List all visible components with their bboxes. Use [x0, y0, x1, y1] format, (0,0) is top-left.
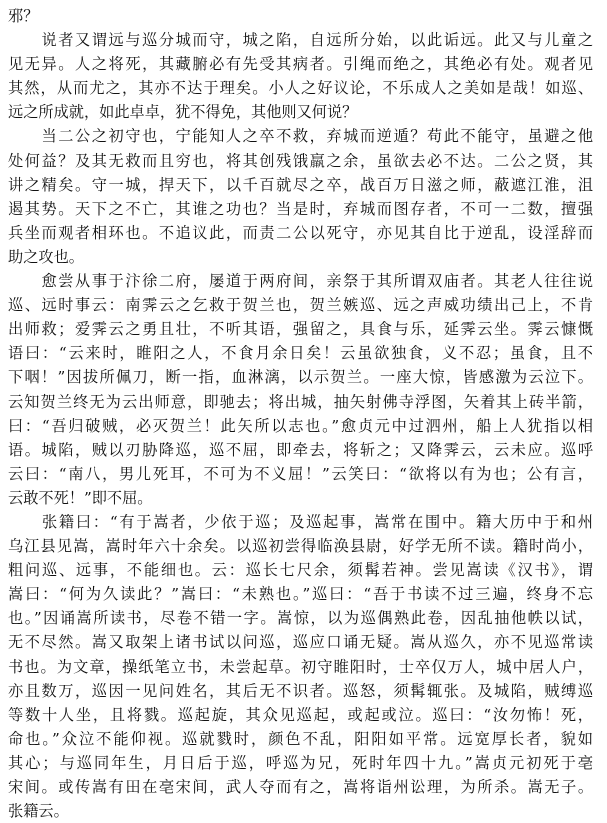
text-line: 亦且数万，巡因一见问姓名，其后无不识者。巡怒，须髯辄张。及城陷，贼缚巡: [8, 681, 593, 700]
text-line: 邪？: [8, 7, 39, 25]
text-line: 乌江县见嵩，嵩时年六十余矣。以巡初尝得临涣县尉，好学无所不读。籍时尚小，: [8, 537, 593, 556]
text-line: 云知贺兰终无为云出师意，即驰去；将出城，抽矢射佛寺浮图，矢着其上砖半箭，: [8, 392, 593, 411]
text-line: 其心；与巡同年生，月日后于巡，呼巡为兄，死时年四十九。”嵩贞元初死于亳: [8, 753, 593, 772]
text-line: 其然，从而尤之，其亦不达于理矣。小人之好议论，不乐成人之美如是哉！如巡、: [8, 79, 593, 98]
text-line: 出师救；爱霁云之勇且壮，不听其语，强留之，具食与乐，延霁云坐。霁云慷慨: [8, 320, 593, 339]
text-line: 讲之精矣。守一城，捍天下，以千百就尽之卒，战百万日滋之师，蔽遮江淮，沮: [8, 175, 593, 194]
text-line: 下咽！”因拔所佩刀，断一指，血淋漓，以示贺兰。一座大惊，皆感激为云泣下。: [8, 368, 593, 387]
text-line: 语。城陷，贼以刃胁降巡，巡不屈，即牵去，将斩之；又降霁云，云未应。巡呼: [8, 440, 593, 459]
text-line: 愈尝从事于汴徐二府，屡道于两府间，亲祭于其所谓双庙者。其老人往往说: [8, 272, 593, 291]
text-line: 远之所成就，如此卓卓，犹不得免，其他则又何说？: [8, 103, 358, 122]
text-line: 处何益？及其无救而且穷也，将其创残饿羸之余，虽欲去必不达。二公之贤，其: [8, 151, 593, 170]
text-line: 当二公之初守也，宁能知人之卒不救，弃城而逆遁？苟此不能守，虽避之他: [8, 127, 593, 146]
text-line: 云曰：“南八，男儿死耳，不可为不义屈！”云笑曰：“欲将以有为也；公有言，: [8, 464, 593, 483]
text-line: 云敢不死！”即不屈。: [8, 488, 153, 507]
text-line: 宋间。或传嵩有田在亳宋间，武人夺而有之，嵩将诣州讼理，为所杀。嵩无子。: [8, 778, 593, 796]
text-line: 等数十人坐，且将戮。巡起旋，其众见巡起，或起或泣。巡曰：“汝勿怖！死，: [8, 705, 593, 724]
text-line: 嵩曰：“何为久读此？”嵩曰：“未熟也。”巡曰：“吾于书读不过三遍，终身不忘: [8, 585, 593, 604]
text-line: 书也。为文章，操纸笔立书，未尝起草。初守睢阳时，士卒仅万人，城中居人户，: [8, 657, 593, 676]
text-line: 语曰：“云来时，睢阳之人，不食月余日矣！云虽欲独食，义不忍；虽食，且不: [8, 344, 593, 363]
text-line: 也。”因诵嵩所读书，尽卷不错一字。嵩惊，以为巡偶熟此卷，因乱抽他帙以试，: [8, 609, 593, 628]
text-line: 说者又谓远与巡分城而守，城之陷，自远所分始，以此诟远。此又与儿童之: [8, 31, 593, 50]
text-line: 兵坐而观者相环也。不追议此，而责二公以死守，亦见其自比于逆乱，设淫辞而: [8, 223, 593, 242]
text-line: 命也。”众泣不能仰视。巡就戮时，颜色不乱，阳阳如平常。远宽厚长者，貌如: [8, 729, 593, 748]
text-line: 张籍云。: [8, 802, 69, 821]
text-line: 见无异。人之将死，其藏腑必有先受其病者。引绳而绝之，其绝必有处。观者见: [8, 55, 593, 74]
text-line: 无不尽然。嵩又取架上诸书试以问巡，巡应口诵无疑。嵩从巡久，亦不见巡常读: [8, 633, 593, 652]
text-line: 遏其势。天下之不亡，其谁之功也？当是时，弃城而图存者，不可一二数，擅强: [8, 199, 593, 218]
text-line: 粗问巡、远事，不能细也。云：巡长七尺余，须髯若神。尝见嵩读《汉书》，谓: [8, 561, 593, 580]
text-line: 张籍曰：“有于嵩者，少依于巡；及巡起事，嵩常在围中。籍大历中于和州: [8, 512, 593, 531]
text-line: 曰：“吾归破贼，必灭贺兰！此矢所以志也。”愈贞元中过泗州，船上人犹指以相: [8, 416, 593, 435]
text-line: 巡、远时事云：南霁云之乞救于贺兰也，贺兰嫉巡、远之声威功绩出己上，不肯: [8, 296, 593, 315]
text-line: 助之攻也。: [8, 247, 84, 266]
